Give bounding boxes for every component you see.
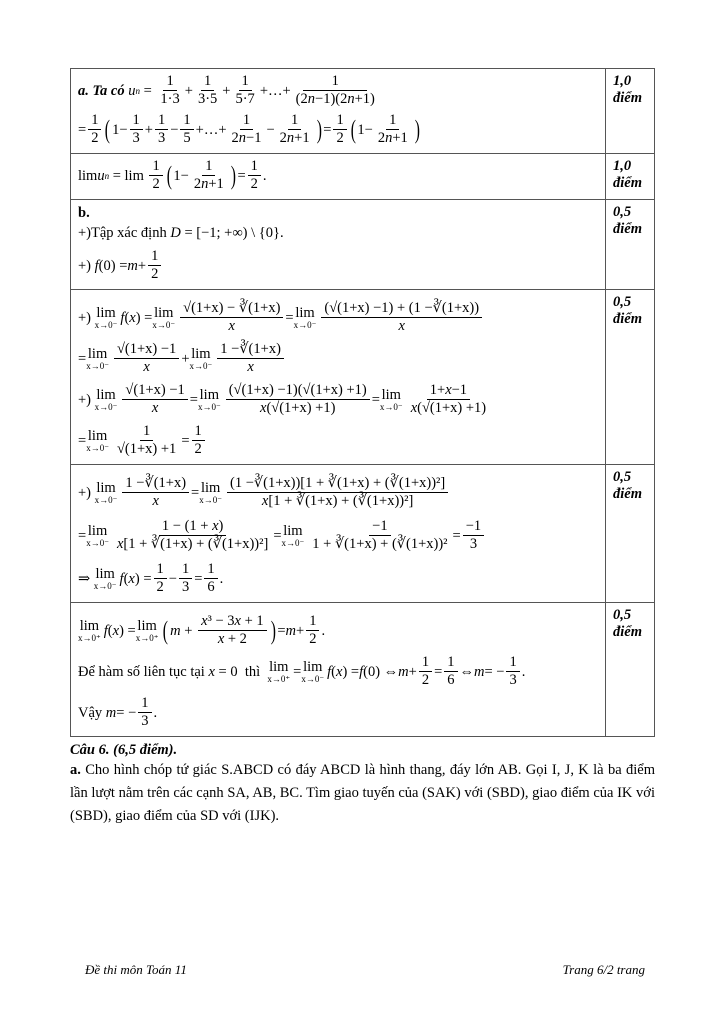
points-cell <box>606 603 655 737</box>
footer-left: Đề thi môn Toán 11 <box>85 962 187 977</box>
points-cell <box>606 154 655 200</box>
points-cell <box>606 69 655 154</box>
content-cell: lim u n = lim $\frac{1}{2}$ ( 1− $\frac{1}{2n+1}$ ) = $\frac{1}{2}$ . <box>71 154 606 200</box>
question-part-label: a. <box>70 762 81 778</box>
points-cell <box>606 200 655 290</box>
points-label: 0,5 điểm <box>613 294 642 327</box>
points-label: 1,0 điểm <box>613 73 642 106</box>
table-row <box>71 200 655 290</box>
f0-prefix: +) <box>78 257 92 274</box>
points-cell <box>606 465 655 603</box>
content-cell: b. +)Tập xác định D = [−1; +∞) \ {0}. +) f (0) = m + $\frac{1}{2}$ <box>71 200 606 290</box>
conclusion-text: Vậy <box>78 704 103 721</box>
part-b-label: b. <box>78 205 90 221</box>
continuity-text: Để hàm số liên tục tại <box>78 663 205 680</box>
domain-text: +)Tập xác định <box>78 225 167 241</box>
table-row <box>71 154 655 200</box>
content-cell: +) lim x→0⁻ $\frac{1 -∛(1+x)}{x}$ = lim x→0⁻ $\frac{\text{(1 −∛(1+x))[1 + ∛(1+x) + (∛(1+x))²]}}{\text{x[1 + ∛(1+x) + (∛(1+x))²]}}$ = lim x→0⁻ $\frac{1 - (1 + x)}{\text{x[1 + ∛(1+x) + (∛(1+x))²]}}$ = lim x→0⁻ $\frac{-1}{\text{1 + ∛(1+x) + (∛(1+x))²}}$ = $\frac{-1}{3}$ ⇒ lim x→0⁻ f ( x ) = $\frac{1}{2}$ − $\frac{1}{3}$ = $\frac{1}{6}$ . <box>71 465 606 603</box>
points-label: 1,0 điểm <box>613 158 642 191</box>
content-cell: lim x→0⁺ f ( x ) = lim x→0⁺ ( m + $\frac{\text{x³ − 3x + 1}}{x + 2}$ ) = m + $\frac{1}{2}$ . Để hàm số liên tục tại x = 0 thì lim x→0⁺ = lim x→0⁻ f ( x ) = f (0) ⇔ m + $\frac{1}{2}$ = $\frac{1}{6}$ ⇔ m = − $\frac{1}{3}$ . Vậy m = − $\frac{1}{3}$ . <box>71 603 606 737</box>
table-row <box>71 465 655 603</box>
content-cell: a. Ta có u n = $\frac{1}{1\cdot 3}$ + $\frac{1}{3\cdot 5}$ + $\frac{1}{5\cdot 7}$ +…+ $\frac{1}{(2n-1)(2n+1)}$ = $\frac{1}{2}$ ( 1− $\frac{1}{3}$ + $\frac{1}{3}$ − $\frac{1}{5}$ +…+ $\frac{1}{2n-1}$ − $\frac{1}{2n+1}$ ) = $\frac{1}{2}$ ( 1− $\frac{1}{2n+1}$ ) <box>71 69 606 154</box>
solution-sheet <box>70 68 655 828</box>
page-footer <box>85 962 645 978</box>
points-cell <box>606 290 655 465</box>
points-label: 0,5 điểm <box>613 204 642 237</box>
table-row <box>71 290 655 465</box>
table-row <box>71 69 655 154</box>
solution-table <box>70 68 655 737</box>
content-cell: +) lim x→0⁻ f ( x ) = lim x→0⁻ $\frac{√(1+x) - ∛(1+x)}{x}$ = lim x→0⁻ $\frac{(√(1+x) -1) + (1 -∛(1+x))}{x}$ = lim x→0⁻ $\frac{√(1+x) -1}{x}$ + lim x→0⁻ $\frac{1 -∛(1+x)}{x}$ +) lim x→0⁻ $\frac{√(1+x) -1}{x}$ = lim x→0⁻ $\frac{(√(1+x) -1)(√(1+x) +1)}{x(√(1+x) +1)}$ = lim x→0⁻ $\frac{1+x-1}{x(√(1+x) +1)}$ = lim x→0⁻ $\frac{1}{√(1+x) +1}$ = $\frac{1}{2}$ <box>71 290 606 465</box>
then-text: thì <box>244 663 261 680</box>
points-label: 0,5 điểm <box>613 607 642 640</box>
part-a-label: a. Ta có <box>78 82 125 99</box>
question-body: Cho hình chóp tứ giác S.ABCD có đáy ABCD là hình thang, đáy lớn AB. Gọi I, J, K là ba điểm lần lượt nằm trên các cạnh SA, AB, BC. Tìm giao tuyến của (SAK) với (SBD), giao điểm của IK với (SBD), giao điểm của SD với (IJK). <box>70 762 655 824</box>
points-label: 0,5 điểm <box>613 469 642 502</box>
question-text <box>70 759 655 828</box>
table-row <box>71 603 655 737</box>
question-title: Câu 6. (6,5 điểm). <box>70 742 178 758</box>
footer-right: Trang 6/2 trang <box>562 962 645 977</box>
